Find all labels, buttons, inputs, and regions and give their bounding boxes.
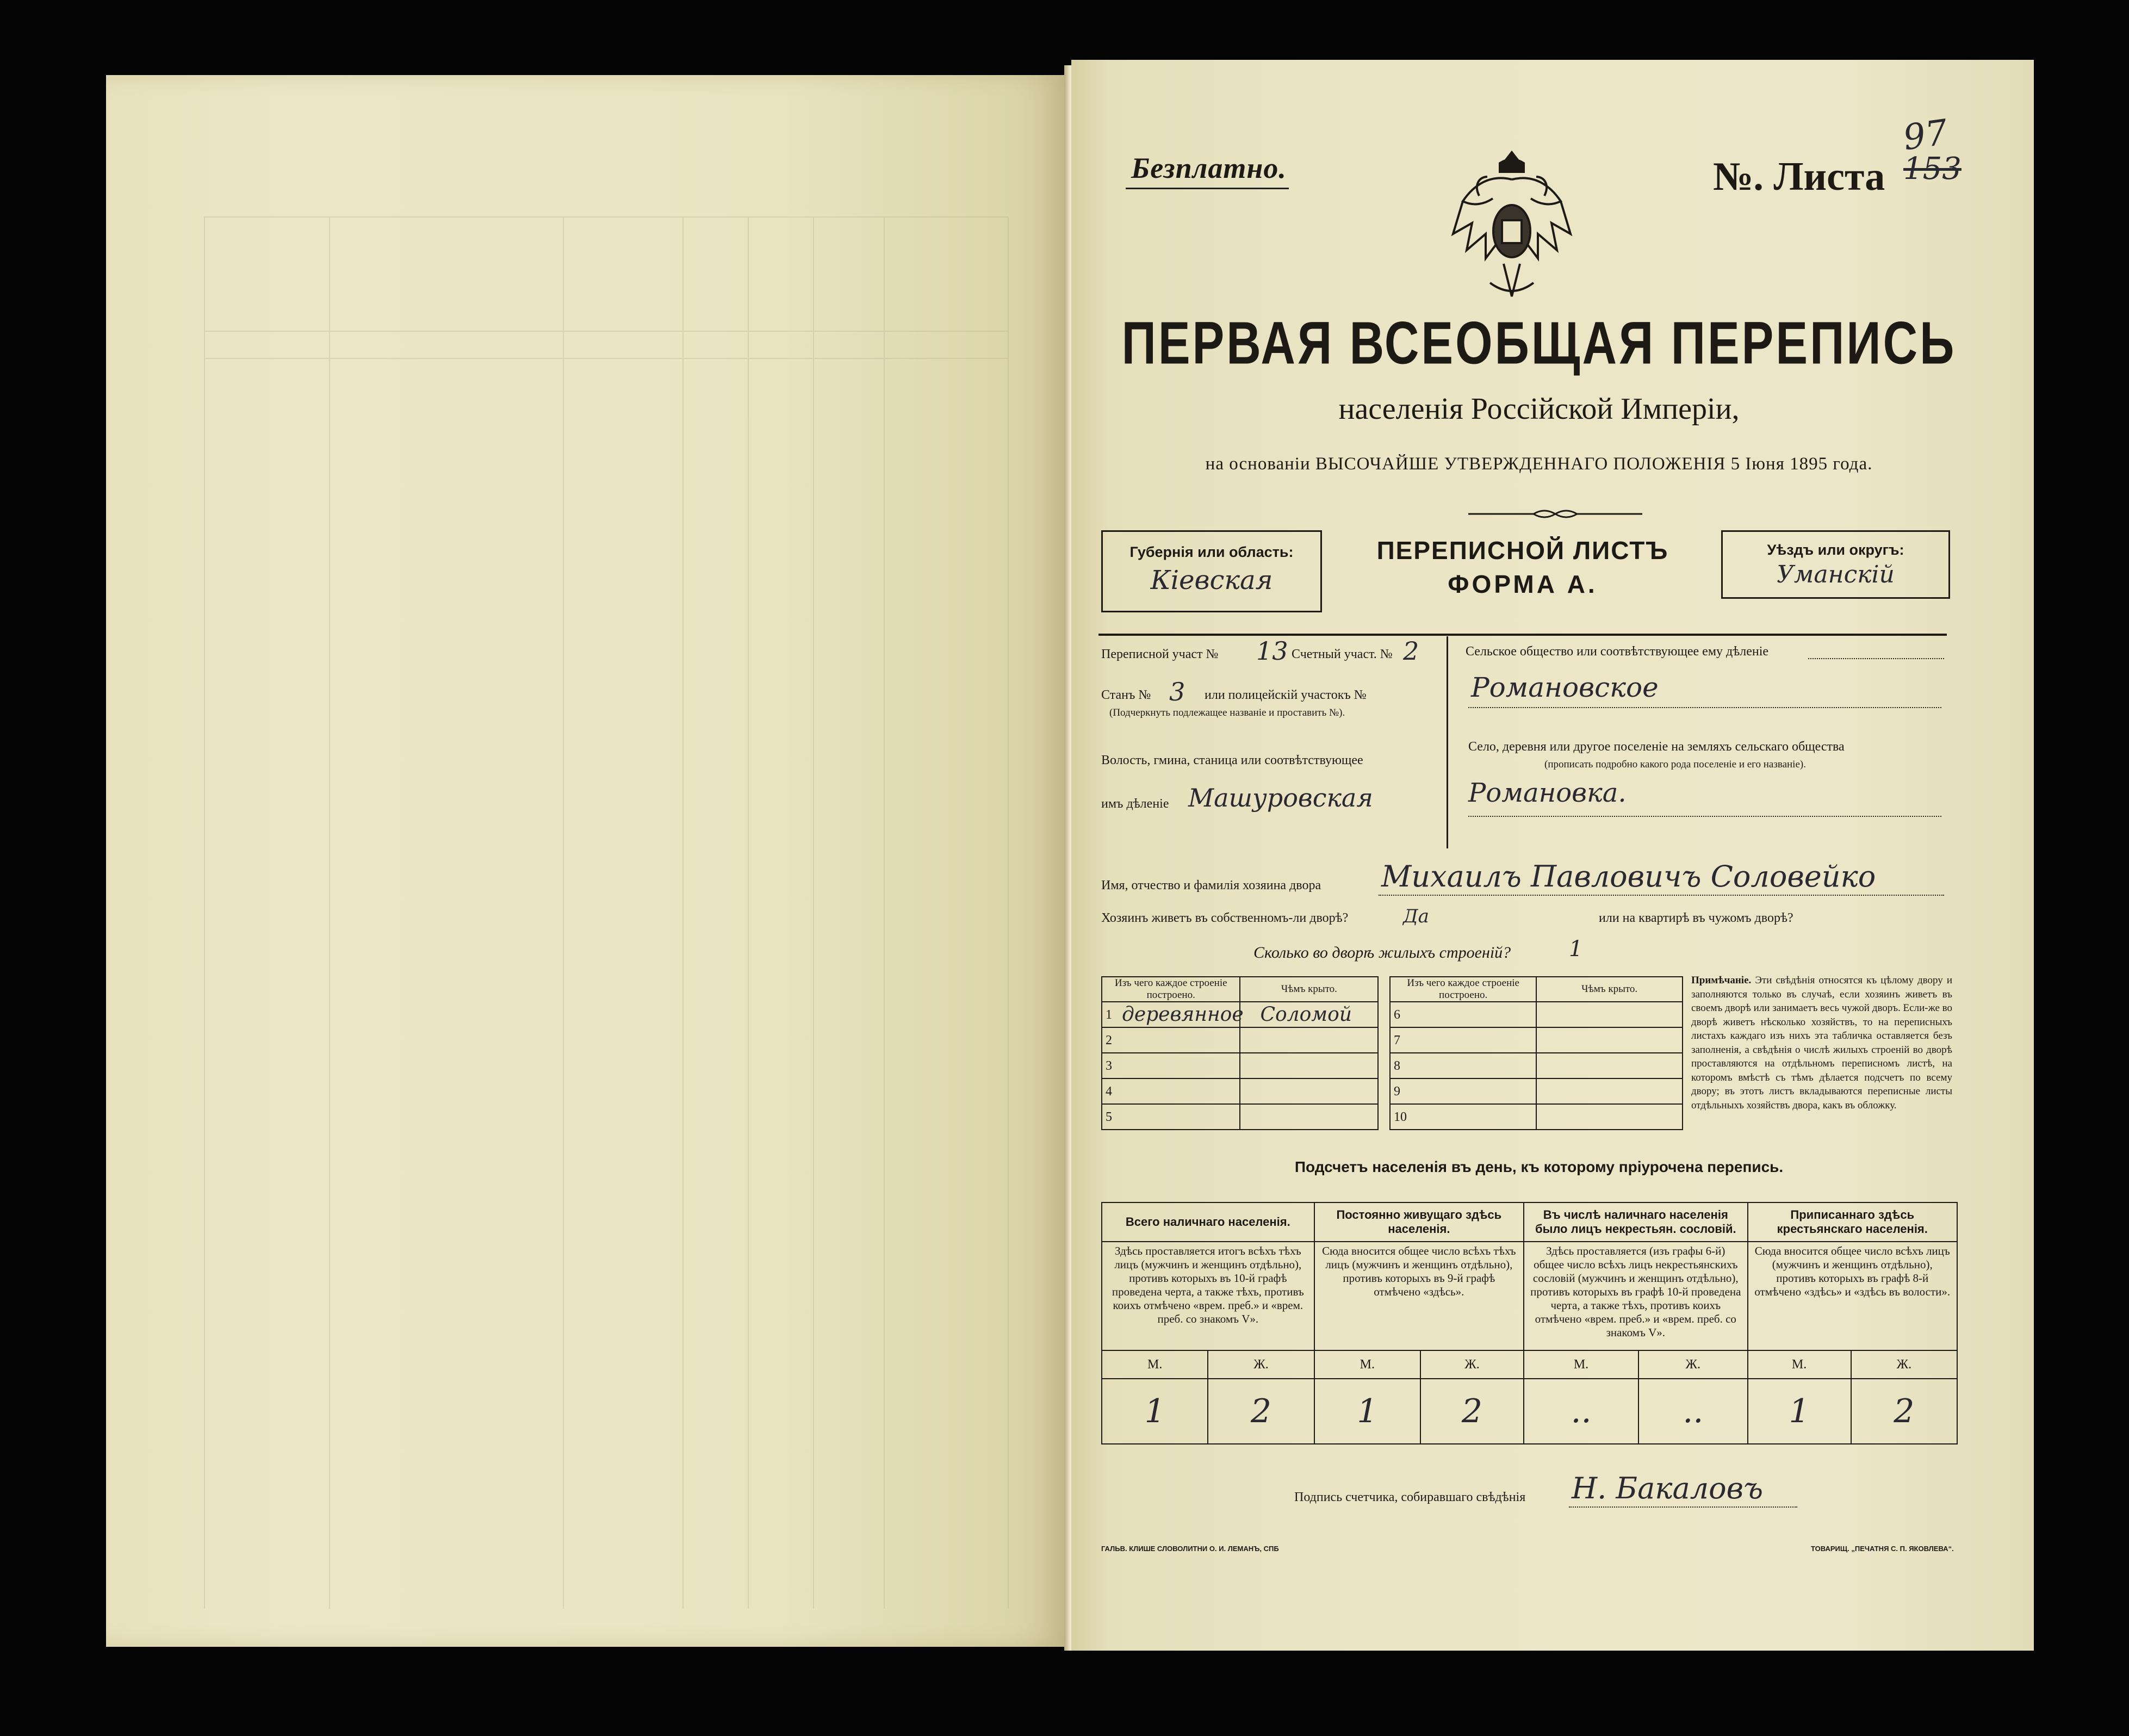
- stan-value: 3: [1169, 677, 1185, 706]
- row-number: 1: [1106, 1008, 1112, 1022]
- census-district-value: 13: [1256, 636, 1288, 666]
- field-divider: [1447, 636, 1448, 848]
- imperial-eagle-emblem-icon: [1447, 147, 1577, 310]
- buildings-spacer: [1378, 1053, 1390, 1078]
- counting-district-label: Счетный участ. №: [1292, 647, 1393, 661]
- owner-label: Имя, отчество и фамилія хозяина двора: [1101, 878, 1321, 892]
- row-number: 2: [1106, 1033, 1112, 1047]
- male-count: ..: [1524, 1379, 1638, 1444]
- buildings-cell: [1390, 1027, 1536, 1053]
- buildings-cell: [1536, 1078, 1683, 1104]
- buildings-cell: [1390, 1053, 1536, 1078]
- sheet-type-line1: ПЕРЕПИСНОЙ ЛИСТЪ: [1376, 536, 1669, 565]
- female-label: Ж.: [1638, 1350, 1748, 1379]
- buildings-row: [1102, 1053, 1683, 1078]
- census-title: ПЕРВАЯ ВСЕОБЩАЯ ПЕРЕПИСЬ: [1121, 309, 1957, 377]
- row-number: 9: [1394, 1084, 1401, 1099]
- buildings-value: 1: [1569, 937, 1583, 962]
- village-value-line: [1468, 816, 1941, 817]
- pop-group-desc: Сюда вносится общее число всѣхъ тѣхъ лицъ (мужчинъ и женщинъ отдѣльно), противъ которыхъ въ 9-й графѣ отмѣчено «здѣсь».: [1314, 1242, 1524, 1350]
- own-yard-value: Да: [1403, 906, 1429, 927]
- owner-line: [1379, 895, 1944, 896]
- female-count: ..: [1638, 1379, 1748, 1444]
- volost-label: Волость, гмина, станица или соотвѣтствующее: [1101, 753, 1363, 767]
- roof-material-value: Соломой: [1260, 1003, 1352, 1026]
- sheet-number-struck: 153: [1903, 151, 1962, 187]
- footer-left: ГАЛЬВ. КЛИШЕ СЛОВОЛИТНИ О. И. ЛЕМАНЪ, СПБ: [1101, 1545, 1279, 1553]
- sheet-number-new: 97: [1901, 112, 1951, 159]
- buildings-row: [1102, 1104, 1683, 1130]
- col-built-left: Изъ чего каждое строеніе построено.: [1102, 977, 1240, 1002]
- buildings-cell: [1240, 1053, 1378, 1078]
- buildings-cell: [1536, 1027, 1683, 1053]
- buildings-cell: [1102, 1104, 1240, 1130]
- pop-group-desc: Здѣсь проставляется (изъ графы 6-й) общее число всѣхъ лицъ некрестьянскихъ сословій (мужчинъ и женщинъ отдѣльно), противъ которыхъ въ графѣ 10-й проведена черта, а также тѣхъ, противъ коихъ отмѣчено «врем. преб.» и «врем. преб. со знакомъ V».: [1524, 1242, 1748, 1350]
- buildings-spacer: [1378, 1104, 1390, 1130]
- uezd-label: Уѣздъ или округъ:: [1767, 542, 1904, 558]
- census-basis: на основаніи ВЫСОЧАЙШЕ УТВЕРЖДЕННАГО ПОЛОЖЕНІЯ 5 Іюня 1895 года.: [1205, 454, 1873, 474]
- pop-group-desc: Сюда вносится общее число всѣхъ лицъ (мужчинъ и женщинъ отдѣльно), противъ которыхъ въ графѣ 8-й отмѣчено «здѣсь» и «здѣсь въ волости».: [1748, 1242, 1957, 1350]
- buildings-spacer: [1378, 1002, 1390, 1027]
- pop-value-row: [1102, 1379, 1957, 1444]
- sheet-type: [1327, 536, 1718, 599]
- signature-label: Подпись счетчика, собиравшаго свѣдѣнія: [1294, 1490, 1526, 1504]
- counting-district-value: 2: [1403, 636, 1419, 666]
- row-number: 4: [1106, 1084, 1112, 1099]
- row-number: 6: [1394, 1008, 1401, 1022]
- male-count: 1: [1314, 1379, 1420, 1444]
- community-label-dots: [1808, 658, 1944, 659]
- col-roof-right: Чѣмъ крыто.: [1536, 977, 1683, 1002]
- row-number: 8: [1394, 1059, 1401, 1073]
- pop-desc-row: [1102, 1242, 1957, 1350]
- buildings-cell: [1536, 1053, 1683, 1078]
- buildings-table: [1101, 976, 1683, 1130]
- note-text: Эти свѣдѣнія относятся къ цѣлому двору и заполняются только въ случаѣ, если хозяинъ живетъ въ своемъ дворѣ или занимаетъ весь чужой дворъ. Если-же во дворѣ живетъ нѣсколько хозяйствъ, то на переписныхъ листахъ каждаго изъ нихъ эта табличка оставляется безъ заполненія, а свѣдѣнія о числѣ жилыхъ строеній во дворѣ проставляются на отдѣльномъ переписномъ листѣ, на которомъ вмѣстѣ съ тѣмъ дѣлается подсчетъ по всему двору; въ этотъ листъ вкладываются переписные листы отдѣльныхъ хозяйствъ двора, какъ въ обложку.: [1691, 975, 1952, 1111]
- census-subtitle: населенія Россійской Имперіи,: [1338, 392, 1740, 426]
- pop-group-head: Приписаннаго здѣсь крестьянскаго населенія.: [1748, 1202, 1957, 1242]
- free-label: Безплатно.: [1131, 152, 1287, 184]
- col-roof-left: Чѣмъ крыто.: [1240, 977, 1378, 1002]
- underline-note: (Подчеркнуть подлежащее названіе и проставить №).: [1109, 707, 1345, 718]
- female-label: Ж.: [1420, 1350, 1524, 1379]
- buildings-cell: [1240, 1002, 1378, 1027]
- buildings-cell: [1102, 1078, 1240, 1104]
- community-value-line: [1468, 707, 1941, 708]
- female-count: 2: [1208, 1379, 1314, 1444]
- buildings-cell: [1536, 1002, 1683, 1027]
- buildings-spacer: [1378, 1027, 1390, 1053]
- male-label: М.: [1748, 1350, 1851, 1379]
- note-paragraph: [1691, 974, 1952, 1112]
- buildings-cell: [1240, 1078, 1378, 1104]
- male-label: М.: [1314, 1350, 1420, 1379]
- gubernia-box: [1101, 530, 1322, 612]
- male-count: 1: [1748, 1379, 1851, 1444]
- buildings-cell: [1240, 1104, 1378, 1130]
- pop-head-row: [1102, 1202, 1957, 1242]
- row-number: 5: [1106, 1110, 1112, 1124]
- buildings-cell: [1102, 1027, 1240, 1053]
- gubernia-value: Кіевская: [1150, 565, 1273, 596]
- uezd-value: Уманскій: [1777, 561, 1895, 588]
- village-value: Романовка.: [1468, 778, 1627, 808]
- buildings-row: [1102, 1078, 1683, 1104]
- row-number: 10: [1394, 1110, 1407, 1124]
- left-page: [106, 75, 1069, 1647]
- female-label: Ж.: [1851, 1350, 1957, 1379]
- own-yard-label: Хозяинъ живетъ въ собственномъ-ли дворѣ?: [1101, 911, 1349, 925]
- pop-group-desc: Здѣсь проставляется итогъ всѣхъ тѣхъ лицъ (мужчинъ и женщинъ отдѣльно), противъ которыхъ въ 10-й графѣ проведена черта, а также тѣхъ, противъ коихъ отмѣчено «врем. преб.» и «врем. преб. со знакомъ V».: [1102, 1242, 1314, 1350]
- buildings-cell: [1536, 1104, 1683, 1130]
- build-material-value: деревянное: [1122, 1003, 1244, 1026]
- pop-group-head: Всего наличнаго населенія.: [1102, 1202, 1314, 1242]
- gubernia-label: Губернія или область:: [1129, 544, 1294, 560]
- stan-label: Станъ №: [1101, 688, 1151, 702]
- pop-group-head: Постоянно живущаго здѣсь населенія.: [1314, 1202, 1524, 1242]
- signature-value: Н. Бакаловъ: [1572, 1471, 1764, 1505]
- pop-group-head: Въ числѣ наличнаго населенія было лицъ некрестьян. сословій.: [1524, 1202, 1748, 1242]
- buildings-cell: [1240, 1027, 1378, 1053]
- male-count: 1: [1102, 1379, 1208, 1444]
- police-label: или полицейскій участокъ №: [1205, 688, 1367, 702]
- female-count: 2: [1420, 1379, 1524, 1444]
- row-number: 3: [1106, 1059, 1112, 1073]
- volost-label-2: имъ дѣленіе: [1101, 797, 1169, 811]
- buildings-cell: [1102, 1053, 1240, 1078]
- village-label: Село, деревня или другое поселеніе на земляхъ сельскаго общества: [1468, 740, 1845, 754]
- population-table: [1101, 1202, 1958, 1444]
- buildings-spacer: [1378, 1078, 1390, 1104]
- field-top-rule: [1098, 634, 1947, 636]
- population-title: Подсчетъ населенія въ день, къ которому пріурочена перепись.: [1294, 1158, 1784, 1175]
- owner-value: Михаилъ Павловичъ Соловейко: [1381, 859, 1876, 894]
- uezd-box: [1721, 530, 1950, 599]
- ornament-divider-icon: [1468, 509, 1642, 519]
- community-value: Романовское: [1471, 672, 1659, 703]
- village-note: (прописать подробно какого рода поселеніе и его названіе).: [1544, 759, 1806, 770]
- rented-label: или на квартирѣ въ чужомъ дворѣ?: [1599, 911, 1793, 925]
- free-underline: [1126, 188, 1289, 189]
- buildings-row: [1102, 1002, 1683, 1027]
- sheet-number-label: №. Листа: [1713, 154, 1885, 199]
- pop-sex-row: [1102, 1350, 1957, 1379]
- buildings-cell: [1390, 1002, 1536, 1027]
- col-built-right: Изъ чего каждое строеніе построено.: [1390, 977, 1536, 1002]
- buildings-row: [1102, 1027, 1683, 1053]
- census-district-label: Переписной участ №: [1101, 647, 1219, 661]
- signature-line: [1569, 1506, 1797, 1508]
- row-number: 7: [1394, 1033, 1401, 1047]
- buildings-cell: [1390, 1078, 1536, 1104]
- bleed-through-grid: [204, 216, 1009, 1609]
- buildings-cell: [1102, 1002, 1244, 1027]
- sheet-type-line2: ФОРМА А.: [1448, 570, 1598, 598]
- female-count: 2: [1851, 1379, 1957, 1444]
- volost-value: Машуровская: [1188, 783, 1373, 813]
- buildings-label: Сколько во дворѣ жилыхъ строеній?: [1253, 944, 1511, 962]
- community-label: Сельское общество или соотвѣтствующее ему дѣленіе: [1466, 644, 1769, 659]
- footer-right: ТОВАРИЩ. „ПЕЧАТНЯ С. П. ЯКОВЛЕВА“.: [1811, 1545, 1954, 1553]
- male-label: М.: [1524, 1350, 1638, 1379]
- female-label: Ж.: [1208, 1350, 1314, 1379]
- note-lead: Примѣчаніе.: [1691, 975, 1752, 986]
- male-label: М.: [1102, 1350, 1208, 1379]
- buildings-cell: [1390, 1104, 1536, 1130]
